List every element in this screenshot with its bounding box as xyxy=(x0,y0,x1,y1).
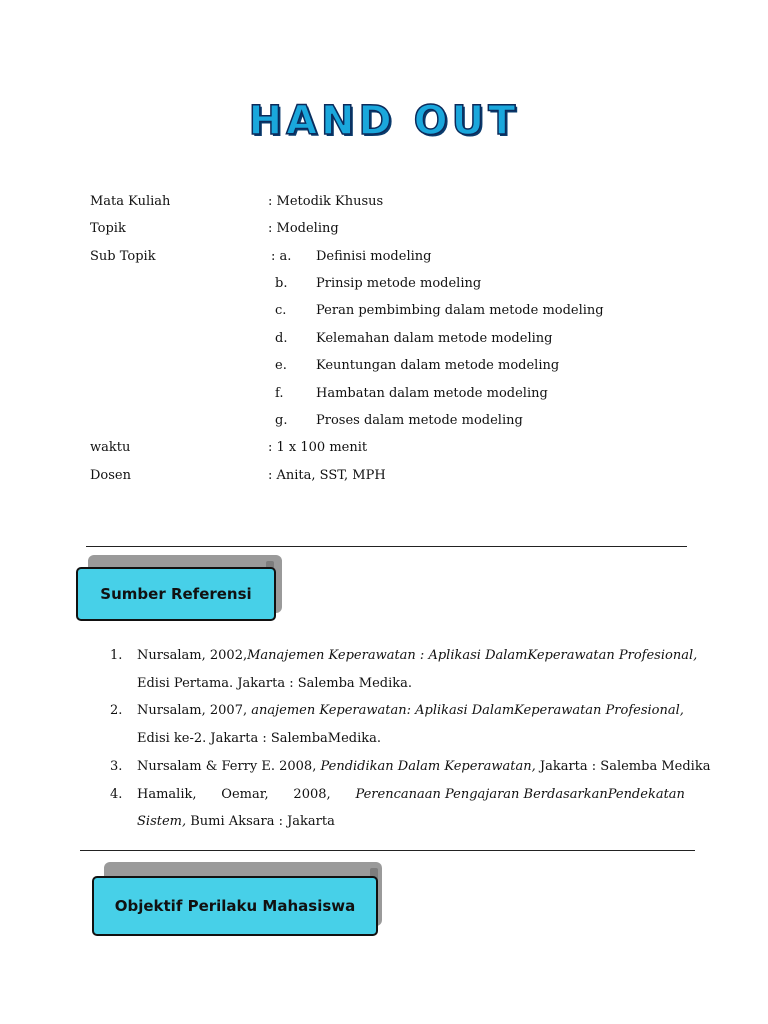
reference-line xyxy=(137,759,710,774)
reference-publisher: Edisi Pertama. Jakarta : Salemba Medika. xyxy=(137,676,413,691)
sub-topik-letter: f. xyxy=(275,386,284,401)
reference-author: Nursalam & Ferry E. 2008, xyxy=(137,759,321,774)
reference-title: anajemen Keperawatan: Aplikasi DalamKeperawatan Profesional, xyxy=(251,703,684,718)
sub-topik-letter: g. xyxy=(275,413,288,428)
reference-line xyxy=(137,787,685,802)
reference-title: Perencanaan Pengajaran BerdasarkanPendekatan xyxy=(355,787,685,802)
reference-author: Nursalam, 2002, xyxy=(137,648,248,663)
reference-publisher xyxy=(137,814,335,829)
value-dosen: : Anita, SST, MPH xyxy=(268,468,386,483)
divider xyxy=(86,546,687,547)
reference-publisher: Edisi ke-2. Jakarta : SalembaMedika. xyxy=(137,731,382,746)
sumber-banner xyxy=(76,555,286,627)
reference-title-cont: Sistem, xyxy=(137,814,187,829)
sub-topik-letter: b. xyxy=(275,276,288,291)
label-topik: Topik xyxy=(90,221,126,236)
reference-title: Manajemen Keperawatan : Aplikasi DalamKeperawatan Profesional, xyxy=(247,648,698,663)
label-waktu: waktu xyxy=(90,440,131,455)
reference-author: Nursalam, 2007, xyxy=(137,703,252,718)
reference-line xyxy=(137,648,697,663)
sub-topik-text: Keuntungan dalam metode modeling xyxy=(316,358,560,373)
label-dosen: Dosen xyxy=(90,468,131,483)
sub-topik-letter: d. xyxy=(275,331,288,346)
sub-topik-letter: e. xyxy=(275,358,287,373)
value-mata-kuliah: : Metodik Khusus xyxy=(268,194,384,209)
sub-topik-text: Prinsip metode modeling xyxy=(316,276,482,291)
sub-topik-text: Kelemahan dalam metode modeling xyxy=(316,331,553,346)
objektif-heading: Objektif Perilaku Mahasiswa xyxy=(92,876,378,936)
reference-author: Hamalik, Oemar, 2008, xyxy=(137,787,356,802)
reference-number: 1. xyxy=(110,648,123,663)
reference-number: 3. xyxy=(110,759,123,774)
divider xyxy=(80,850,695,851)
reference-publisher: Jakarta : Salemba Medika xyxy=(535,759,711,774)
sub-topik-text: Proses dalam metode modeling xyxy=(316,413,523,428)
sub-topik-text: Hambatan dalam metode modeling xyxy=(316,386,548,401)
sub-topik-text: Peran pembimbing dalam metode modeling xyxy=(316,303,604,318)
reference-line xyxy=(137,703,684,718)
sub-topik-prefix: : a. xyxy=(271,249,292,264)
reference-number: 4. xyxy=(110,787,123,802)
label-sub-topik: Sub Topik xyxy=(90,249,156,264)
objektif-banner xyxy=(92,862,386,942)
page-title: HAND OUT xyxy=(248,98,520,144)
reference-publisher-text: Bumi Aksara : Jakarta xyxy=(186,814,335,829)
reference-title: Pendidikan Dalam Keperawatan, xyxy=(320,759,536,774)
label-mata-kuliah: Mata Kuliah xyxy=(90,194,171,209)
reference-number: 2. xyxy=(110,703,123,718)
sub-topik-letter: c. xyxy=(275,303,287,318)
sub-topik-item-a: Definisi modeling xyxy=(316,249,432,264)
sumber-heading: Sumber Referensi xyxy=(76,567,276,621)
value-waktu: : 1 x 100 menit xyxy=(268,440,368,455)
value-topik: : Modeling xyxy=(268,221,339,236)
